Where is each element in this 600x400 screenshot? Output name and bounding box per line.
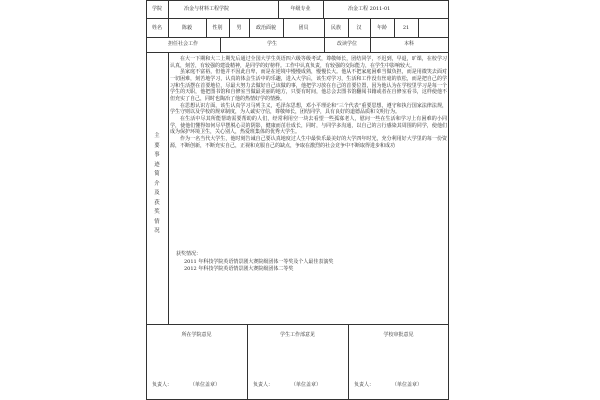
opinion-student-affairs-seal: （单位盖章） [291, 382, 322, 388]
ethnicity-label: 民族 [330, 25, 341, 31]
narrative [170, 56, 447, 149]
degree-value: 本科 [403, 41, 414, 47]
section-divider [168, 52, 169, 324]
opinion-school-signer: 负责人： [354, 382, 375, 388]
duty-label: 担任社会工作 [167, 41, 198, 47]
frame-right [448, 0, 449, 400]
r1-div-c [323, 0, 324, 18]
major-label: 年级专业 [290, 6, 311, 12]
name-label: 姓名 [151, 25, 162, 31]
award-2: 2012 年科技学院英语情景剧大赛院级团体二等奖 [184, 266, 294, 272]
paragraph-3: 在思想认识方面，该生认真学习马列主义，毛泽东思想，邓小平理论和“三个代表”重要思想，遵守和执行国家法律法规，学生守则以及学校的规章制度，为人诚实守信，尊敬师长，团结同学，具有良好的道德品质和文明行为。 [170, 102, 447, 116]
name-value: 陈毅 [181, 25, 192, 31]
age-label: 年龄 [376, 25, 387, 31]
opinion-school-seal: （单位盖章） [392, 382, 423, 388]
r1-div-a [168, 0, 169, 18]
opinion-student-affairs-signer: 负责人： [253, 382, 274, 388]
opinion-college-seal: （单位盖章） [190, 382, 221, 388]
row-divider-1 [146, 18, 449, 19]
opinion-student-affairs-header: 学生工作部意见 [279, 332, 315, 338]
gender-value: 男 [236, 25, 242, 31]
award-1: 2011 年科技学院英语情景剧大赛院级团体一等奖及个人最佳表演奖 [184, 259, 334, 265]
college-label: 学院 [151, 6, 162, 12]
political-value: 团员 [298, 25, 309, 31]
awards-title: 获奖情况： [176, 251, 202, 257]
section-label: 主要事迹简介及获奖情况 [154, 133, 160, 234]
degree-label: 改读学位 [336, 41, 357, 47]
duty-value: 学生 [266, 41, 277, 47]
row-divider-4 [146, 324, 449, 325]
paragraph-4: 在生活中尽其所能帮助需要帮助的人们，经常利用空一块去看望一些孤寡老人，慰问一些在生活和学习上有困难的小同学，使他们懂得如何尽早摆脱心灵的阴影，健康而茁壮成长，同时，与同学多沟通，以自己的言行感染其周围的同学，使他们成为保护环境卫生，关心别人，热爱班集体的优秀大学生。 [170, 115, 447, 136]
frame-left [146, 0, 147, 400]
age-value: 21 [402, 25, 410, 31]
opinion-college-signer: 负责人： [152, 382, 173, 388]
paragraph-2: 虽家庭不富裕，但他并不因此自卑，而是在逆境中慢慢成熟，慢慢长大。他从不把家庭困难当做负担，而是用微笑去面对一切困难，刻苦地学习，认真的体会生活中的乐趣，进入大学后，该生对学习，生活和工作没有丝毫的放松，而是把自己的学习和生活摆在首要地位，尽最大努力去做好自己该做的事，他把学习放在自己的首要位置，因为他认为在学校里学习是每一个学生的天职，他把图书馆和自修室当做最美丽的地方，只要有时间，他总会去图书馆翻阅书籍或者在自修室看书，这样使他不但充实了自己，同时也陶冶了他的热情好学的情操。 [170, 69, 447, 102]
ethnicity-value: 汉 [356, 25, 362, 31]
paragraph-5: 作为一名当代大学生，他时刻告诫自己要认真地度过人生中最快乐最美好的大学四年时光，充分利用好大学里的每一份资源，不断创新，不断充实自己，正视和克服自己的缺点，争取在激烈的社会竞争中不断取得进步和成功 [170, 135, 447, 149]
political-label: 政治面貌 [255, 25, 276, 31]
frame-top [146, 0, 449, 1]
gender-label: 性别 [212, 25, 223, 31]
application-form [146, 0, 449, 400]
row-divider-3 [146, 52, 449, 53]
opinion-school-header: 学校审批意见 [383, 332, 414, 338]
row-divider-2 [146, 37, 449, 38]
major-value: 冶金工程 2011-01 [348, 6, 391, 12]
opinion-college-header: 所在学院意见 [181, 332, 212, 338]
paragraph-1: 在大一下期和大二上期先后通过全国大学生英语四六级等级考试，尊敬师长，团结同学，不迟到，早退，旷课，在校学习认真，刻苦，有较强的建设精神，是同学的好榜样。工作中认真负责，有较强的交际能力，在学生中影响较大。 [170, 56, 447, 69]
college-value: 冶金与材料工程学院 [184, 6, 230, 12]
r2-div-j [418, 18, 419, 37]
